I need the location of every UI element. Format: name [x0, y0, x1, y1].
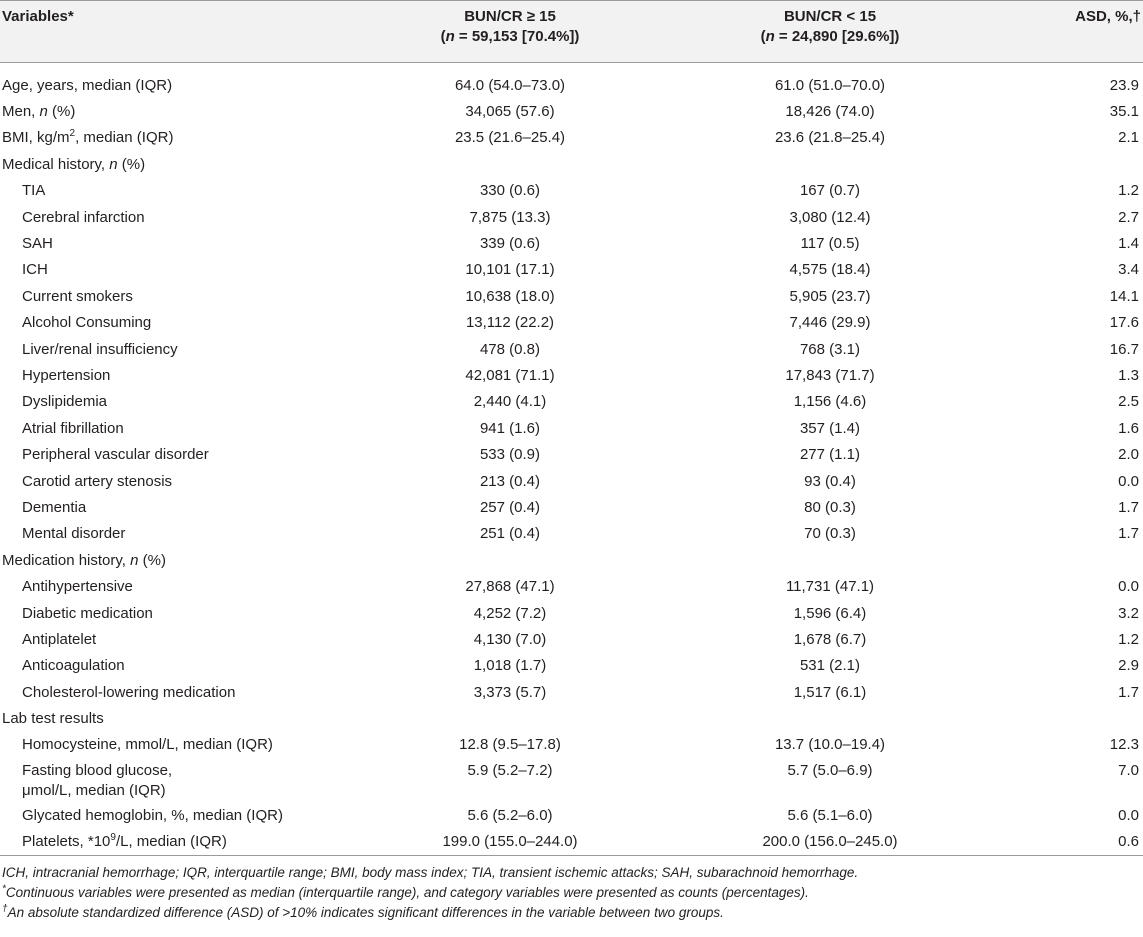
cell-asd: 0.0: [1118, 472, 1139, 490]
cell-group-low: 61.0 (51.0–70.0): [774, 76, 886, 94]
header-row: [0, 1, 1143, 63]
table-row: [0, 178, 1143, 204]
table-row: [0, 803, 1143, 829]
cell-asd: 2.1: [1118, 129, 1139, 147]
cell-group-low: 18,426 (74.0): [785, 103, 875, 121]
cell-asd: 1.2: [1118, 182, 1139, 200]
cell-group-high: 10,638 (18.0): [465, 287, 555, 305]
cell-group-low: 80 (0.3): [804, 498, 856, 516]
table-row: [0, 442, 1143, 468]
cell-group-low: 117 (0.5): [800, 235, 860, 253]
cell-group-low: 17,843 (71.7): [785, 366, 875, 384]
cell-group-high: 1,018 (1.7): [473, 657, 547, 675]
cell-asd: 1.7: [1118, 498, 1139, 516]
cell-asd: 1.4: [1118, 235, 1139, 253]
row-label: Age, years, median (IQR): [2, 76, 173, 94]
header-group-low-n: (n = 24,890 [29.6%]): [760, 28, 900, 45]
table-row: [0, 99, 1143, 125]
cell-group-low: 277 (1.1): [799, 446, 861, 464]
cell-group-high: 941 (1.6): [479, 419, 541, 437]
cell-group-low: 3,080 (12.4): [789, 208, 871, 226]
section-label-lab-tests: Lab test results: [2, 710, 104, 728]
row-label: SAH: [22, 235, 53, 253]
table-row: [0, 468, 1143, 494]
table-row: [0, 679, 1143, 705]
cell-asd: 0.0: [1118, 578, 1139, 596]
row-label: Antihypertensive: [22, 578, 133, 596]
cell-asd: 17.6: [1109, 314, 1139, 332]
cell-group-high: 13,112 (22.2): [465, 314, 555, 332]
cell-group-high: 4,252 (7.2): [473, 604, 547, 622]
cell-group-low: 93 (0.4): [804, 472, 856, 490]
cell-asd: 23.9: [1109, 76, 1139, 94]
table-row: [0, 310, 1143, 336]
cell-group-low: 200.0 (156.0–245.0): [670, 829, 990, 855]
row-label: Platelets, $*10^9/L$, median (IQR): [0, 829, 350, 855]
cell-asd: 2.9: [1118, 657, 1139, 675]
header-asd: ASD, %,†: [990, 1, 1143, 63]
table-row: [0, 600, 1143, 626]
cell-asd: 1.3: [1118, 366, 1139, 384]
cell-asd: 12.3: [1109, 736, 1139, 754]
table-row: [0, 204, 1143, 230]
cell-group-high: 533 (0.9): [479, 446, 541, 464]
row-label: Cerebral infarction: [22, 208, 145, 226]
header-group-high-title: BUN/CR ≥ 15: [464, 8, 556, 25]
row-label: Dementia: [22, 498, 87, 516]
cell-group-low: 4,575 (18.4): [789, 261, 871, 279]
cell-asd: 16.7: [1109, 340, 1139, 358]
table-row: [0, 389, 1143, 415]
cell-group-low: 5.6 (5.1–6.0): [787, 806, 873, 824]
cell-asd: 2.0: [1118, 446, 1139, 464]
section-label-medical-history: Medical history, n (%): [2, 155, 146, 173]
cell-asd: 7.0: [1118, 761, 1139, 779]
row-label: Antiplatelet: [22, 630, 97, 648]
header-group-high-n: (n = 59,153 [70.4%]): [440, 28, 580, 45]
row-label: Homocysteine, mmol/L, median (IQR): [22, 736, 273, 754]
row-label: Men, n (%): [2, 103, 76, 121]
table-header: [0, 1, 1143, 63]
cell-asd: 35.1: [1109, 103, 1139, 121]
cell-group-high: 199.0 (155.0–244.0): [350, 829, 670, 855]
cell-group-high: 5.9 (5.2–7.2): [467, 761, 553, 779]
cell-group-high: 42,081 (71.1): [465, 366, 555, 384]
cell-group-low: 1,156 (4.6): [793, 393, 867, 411]
cell-group-high: 257 (0.4): [479, 498, 541, 516]
cell-group-high: 23.5 (21.6–25.4): [454, 129, 566, 147]
cell-asd: 1.7: [1118, 683, 1139, 701]
table-row: [0, 231, 1143, 257]
cell-asd: 1.7: [1118, 525, 1139, 543]
cell-group-high: 12.8 (9.5–17.8): [459, 736, 561, 754]
cell-group-high: 251 (0.4): [479, 525, 541, 543]
row-label: ICH: [22, 261, 48, 279]
row-label: BMI, $kg/m^2$, median (IQR): [2, 128, 174, 147]
cell-group-low: 768 (3.1): [799, 340, 861, 358]
cell-group-high: 3,373 (5.7): [473, 683, 547, 701]
cell-asd: 14.1: [1109, 287, 1139, 305]
table-row: [0, 284, 1143, 310]
row-label: Dyslipidemia: [22, 393, 108, 411]
header-group-low-title: BUN/CR < 15: [783, 8, 877, 25]
section-label-medication-history: Medication history, n (%): [2, 551, 166, 569]
cell-group-high: 330 (0.6): [479, 182, 541, 200]
cell-group-low: 1,596 (6.4): [793, 604, 867, 622]
table-row: [0, 574, 1143, 600]
cell-group-high: 339 (0.6): [479, 235, 541, 253]
table-body: [0, 63, 1143, 856]
row-label: Carotid artery stenosis: [22, 472, 173, 490]
cell-asd: 3.4: [1118, 261, 1139, 279]
cell-group-low: 357 (1.4): [799, 419, 861, 437]
row-label: Current smokers: [22, 287, 133, 305]
cell-asd: 1.2: [1118, 630, 1139, 648]
header-variables: Variables*: [0, 1, 350, 63]
section-row: [0, 706, 1143, 732]
cell-asd: 0.6: [990, 829, 1143, 855]
row-label: Peripheral vascular disorder: [22, 446, 209, 464]
cell-group-low: 70 (0.3): [804, 525, 856, 543]
spacer-row: [0, 63, 1143, 73]
cell-group-low: 167 (0.7): [799, 182, 861, 200]
table-row: [0, 257, 1143, 283]
cell-group-low: 11,731 (47.1): [785, 578, 875, 596]
footnote-asd: †An absolute standardized difference (ASD) of >10% indicates significant differences in the variable between two groups.: [2, 903, 724, 920]
row-label: Cholesterol-lowering medication: [22, 683, 236, 701]
cell-group-high: 34,065 (57.6): [465, 103, 555, 121]
footnote-abbreviations: ICH, intracranial hemorrhage; IQR, interquartile range; BMI, body mass index; TIA, transient ischemic attacks; SAH, subarachnoid hemorrhage.: [2, 864, 859, 880]
row-label: Anticoagulation: [22, 657, 125, 675]
row-label: Alcohol Consuming: [22, 314, 152, 332]
cell-group-low: 7,446 (29.9): [789, 314, 871, 332]
table-row: [0, 336, 1143, 362]
table-row: [0, 495, 1143, 521]
table-row: [0, 73, 1143, 99]
cell-group-low: 1,517 (6.1): [793, 683, 867, 701]
row-label: Atrial fibrillation: [22, 419, 124, 437]
cell-group-high: 27,868 (47.1): [465, 578, 555, 596]
row-label: Mental disorder: [22, 525, 126, 543]
cell-asd: 3.2: [1118, 604, 1139, 622]
section-row: [0, 548, 1143, 574]
table-row: [0, 653, 1143, 679]
section-row: [0, 152, 1143, 178]
table-row: [0, 125, 1143, 151]
cell-group-low: 13.7 (10.0–19.4): [774, 736, 886, 754]
cell-group-high: 7,875 (13.3): [469, 208, 551, 226]
table-row: [0, 627, 1143, 653]
header-group-high: [350, 1, 670, 63]
header-group-low: [670, 1, 990, 63]
row-label: TIA: [22, 182, 46, 200]
row-label: Glycated hemoglobin, %, median (IQR): [22, 806, 283, 824]
cell-group-high: 5.6 (5.2–6.0): [467, 806, 553, 824]
cell-group-high: 4,130 (7.0): [473, 630, 547, 648]
cell-group-high: 2,440 (4.1): [473, 393, 547, 411]
table-footnotes: [0, 856, 1143, 922]
cell-asd: 2.5: [1118, 393, 1139, 411]
table-row: [0, 521, 1143, 547]
row-label: Liver/renal insufficiency: [22, 340, 178, 358]
table-row: [0, 416, 1143, 442]
cell-group-high: 10,101 (17.1): [465, 261, 555, 279]
table-row: [0, 732, 1143, 758]
row-label: Diabetic medication: [22, 604, 153, 622]
cell-group-low: 5.7 (5.0–6.9): [787, 761, 873, 779]
row-label: Hypertension: [22, 366, 111, 384]
footnote-continuous: *Continuous variables were presented as median (interquartile range), and category variables were presented as counts (percentages).: [2, 883, 809, 900]
table-row: [0, 759, 1143, 803]
cell-group-low: 1,678 (6.7): [793, 630, 867, 648]
cell-group-low: 5,905 (23.7): [789, 287, 871, 305]
cell-asd: 0.0: [1118, 806, 1139, 824]
cell-group-high: 213 (0.4): [479, 472, 541, 490]
cell-asd: 2.7: [1118, 208, 1139, 226]
row-label: Fasting blood glucose, μmol/L, median (IQR): [22, 761, 173, 799]
cell-group-high: 478 (0.8): [479, 340, 541, 358]
cell-group-low: 531 (2.1): [799, 657, 861, 675]
table-row: [0, 363, 1143, 389]
cell-group-high: 64.0 (54.0–73.0): [454, 76, 566, 94]
table-row: [0, 829, 1143, 855]
cell-asd: 1.6: [1118, 419, 1139, 437]
cell-group-low: 23.6 (21.8–25.4): [774, 129, 886, 147]
